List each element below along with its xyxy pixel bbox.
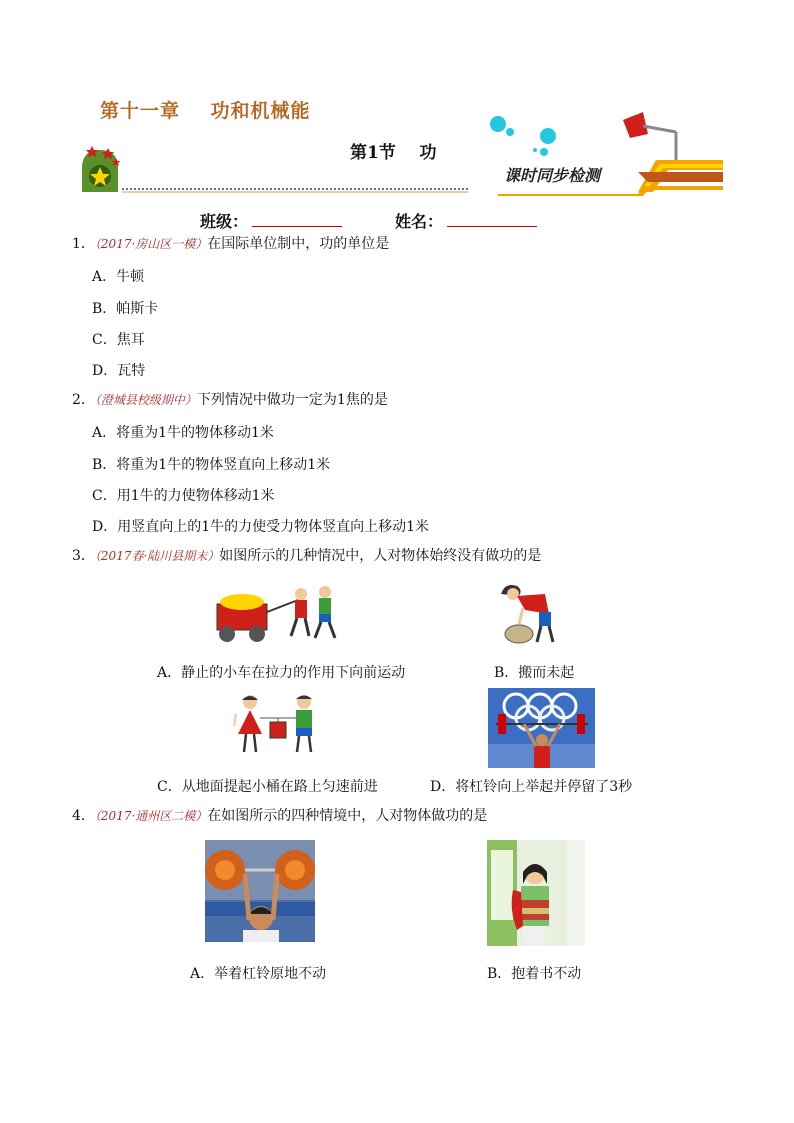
q1-option-c[interactable]: C．焦耳 <box>92 332 145 348</box>
star-badge-icon <box>82 146 121 192</box>
question-number: 4． <box>72 808 95 824</box>
question-text: 在如图所示的四种情境中，人对物体做功的是 <box>207 808 488 824</box>
q4-caption-a[interactable]: A．举着杠铃原地不动 <box>190 966 327 982</box>
question-3 <box>72 547 541 565</box>
question-2 <box>72 391 388 409</box>
q2-option-a[interactable]: A．将重为1牛的物体移动1米 <box>92 425 274 441</box>
question-1 <box>72 235 389 253</box>
question-number: 3． <box>72 548 95 564</box>
banner-label: 课时同步检测 <box>504 166 601 185</box>
q2-option-b[interactable]: B．将重为1牛的物体竖直向上移动1米 <box>92 457 331 473</box>
lifting-bag-illustration <box>495 580 565 646</box>
holding-books-photo <box>487 840 585 946</box>
bubbles-decoration <box>490 116 556 156</box>
question-source: （2017·通州区二模） <box>94 809 208 823</box>
question-text: 下列情况中做功一定为1焦的是 <box>196 392 388 408</box>
q3-caption-c[interactable]: C．从地面提起小桶在路上匀速前进 <box>157 779 378 795</box>
cart-pulling-illustration <box>213 582 348 644</box>
class-field[interactable] <box>200 209 342 232</box>
q3-caption-b[interactable]: B．搬而未起 <box>494 665 575 681</box>
q3-caption-d[interactable]: D．将杠铃向上举起并停留了3秒 <box>430 779 633 795</box>
question-number: 2． <box>72 392 95 408</box>
question-source: （2017春·陆川县期末） <box>94 549 220 563</box>
question-number: 1． <box>72 236 95 252</box>
q1-option-a[interactable]: A．牛顿 <box>92 269 145 285</box>
name-blank[interactable] <box>447 212 537 227</box>
name-field[interactable] <box>395 209 537 232</box>
class-blank[interactable] <box>252 212 342 227</box>
lamp-icon <box>623 112 676 165</box>
carrying-bucket-illustration <box>232 692 324 756</box>
class-label: 班级： <box>200 212 249 231</box>
barbell-hold-photo <box>205 840 315 942</box>
q1-option-b[interactable]: B．帕斯卡 <box>92 301 159 317</box>
question-4 <box>72 807 487 825</box>
question-source: （2017·房山区一模） <box>94 237 208 251</box>
q2-option-c[interactable]: C．用1牛的力使物体移动1米 <box>92 488 275 504</box>
name-label: 姓名： <box>395 212 444 231</box>
weightlifter-photo <box>488 688 595 768</box>
question-text: 如图所示的几种情况中，人对物体始终没有做功的是 <box>219 548 542 564</box>
q2-option-d[interactable]: D．用竖直向上的1牛的力使受力物体竖直向上移动1米 <box>92 519 430 535</box>
question-text: 在国际单位制中，功的单位是 <box>207 236 390 252</box>
q3-caption-a[interactable]: A．静止的小车在拉力的作用下向前运动 <box>157 665 406 681</box>
section-title: 第1节 功 <box>350 143 437 163</box>
q1-option-d[interactable]: D．瓦特 <box>92 363 146 379</box>
q4-caption-b[interactable]: B．抱着书不动 <box>487 966 582 982</box>
question-source: （澄城县校级期中） <box>94 393 197 407</box>
chapter-title: 第十一章 功和机械能 <box>100 100 311 122</box>
